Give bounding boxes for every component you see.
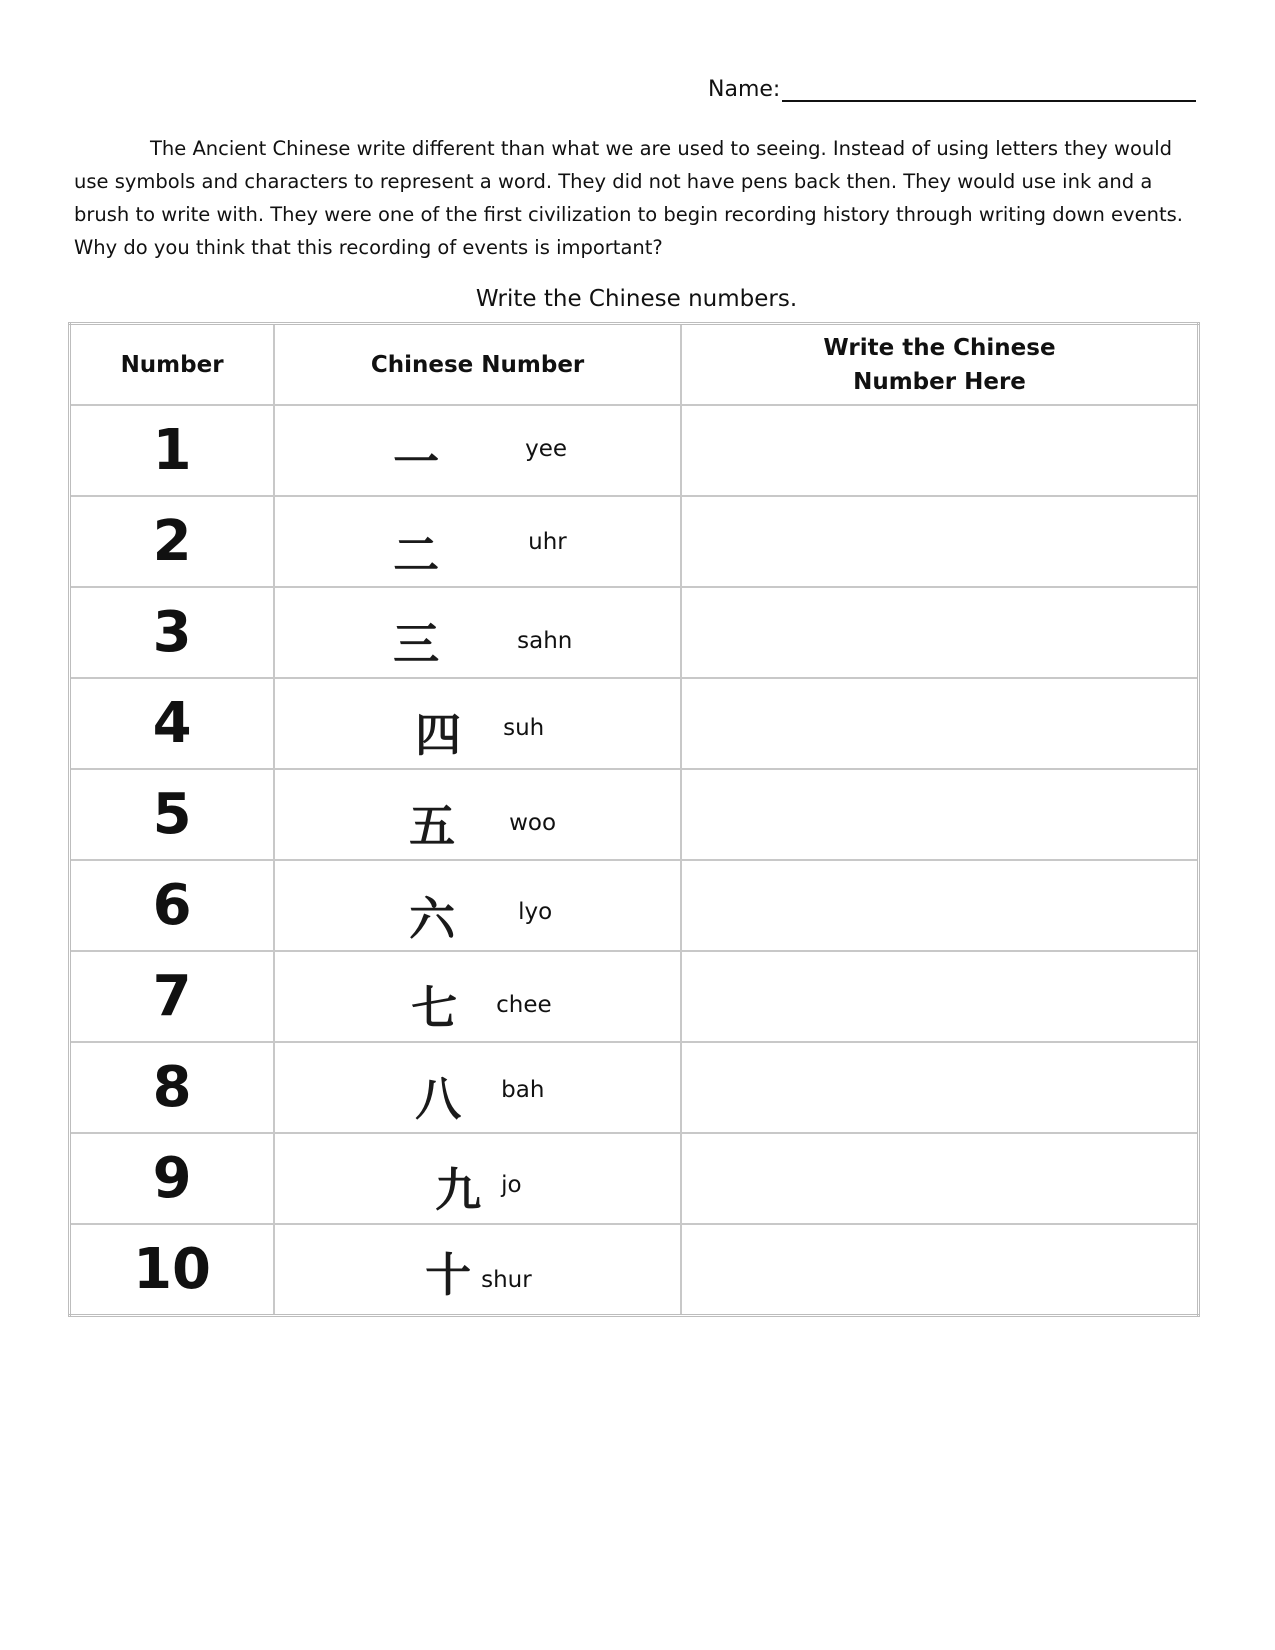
table-row — [70, 587, 1199, 678]
row-number: 7 — [70, 951, 275, 1042]
row-number: 3 — [70, 587, 275, 678]
header-write-line1: Write the Chinese — [823, 334, 1056, 361]
instruction-text: Write the Chinese numbers. — [475, 286, 798, 312]
table-row — [70, 496, 1199, 587]
pronunciation: woo — [509, 810, 557, 836]
table-row — [70, 1042, 1199, 1133]
chinese-number-cell — [274, 769, 681, 860]
header-chinese-number: Chinese Number — [274, 324, 681, 406]
table-header-row — [70, 324, 1199, 406]
write-answer-cell[interactable] — [681, 678, 1199, 769]
write-answer-cell[interactable] — [681, 951, 1199, 1042]
write-answer-cell[interactable] — [681, 496, 1199, 587]
chinese-number-cell — [274, 860, 681, 951]
write-answer-cell[interactable] — [681, 1042, 1199, 1133]
row-number: 9 — [70, 1133, 275, 1224]
chinese-character: 七 — [411, 981, 458, 1035]
header-write-line2: Number Here — [853, 368, 1026, 395]
row-number: 8 — [70, 1042, 275, 1133]
chinese-character: 十 — [425, 1248, 472, 1302]
chinese-number-cell — [274, 1133, 681, 1224]
chinese-number-cell — [274, 1042, 681, 1133]
table-row — [70, 405, 1199, 496]
pronunciation: sahn — [517, 628, 573, 654]
table-row — [70, 860, 1199, 951]
table-row — [70, 1224, 1199, 1316]
pronunciation: bah — [501, 1077, 545, 1103]
chinese-number-cell — [274, 496, 681, 587]
chinese-number-cell — [274, 951, 681, 1042]
table-row — [70, 769, 1199, 860]
write-answer-cell[interactable] — [681, 1224, 1199, 1316]
chinese-character: 六 — [409, 892, 456, 946]
row-number: 2 — [70, 496, 275, 587]
name-blank-line[interactable] — [782, 74, 1196, 102]
pronunciation: uhr — [528, 529, 567, 555]
pronunciation: shur — [481, 1267, 532, 1293]
write-answer-cell[interactable] — [681, 405, 1199, 496]
row-number: 10 — [70, 1224, 275, 1316]
intro-paragraph — [74, 132, 1194, 264]
table-row — [70, 951, 1199, 1042]
chinese-character: 九 — [435, 1163, 482, 1217]
row-number: 6 — [70, 860, 275, 951]
row-number: 1 — [70, 405, 275, 496]
chinese-character: 四 — [415, 708, 462, 762]
pronunciation: lyo — [518, 899, 553, 925]
pronunciation: yee — [525, 436, 568, 462]
chinese-numbers-table — [68, 322, 1200, 1317]
chinese-number-cell — [274, 587, 681, 678]
chinese-number-cell — [274, 678, 681, 769]
chinese-character: 三 — [393, 617, 440, 671]
chinese-number-cell — [274, 1224, 681, 1316]
chinese-character: 二 — [393, 528, 440, 582]
pronunciation: suh — [503, 715, 545, 741]
pronunciation: chee — [496, 992, 552, 1018]
name-field — [708, 74, 1196, 102]
table-row — [70, 678, 1199, 769]
write-answer-cell[interactable] — [681, 1133, 1199, 1224]
intro-text: The Ancient Chinese write different than what we are used to seeing. Instead of using letters they would use symbols and characters to represent a word. They did not have pens back then. They would use ink and a brush to write with. They were one of the first civilization to begin recording history through writing down events. Why do you think that this recording of events is important? — [74, 137, 1183, 259]
row-number: 4 — [70, 678, 275, 769]
row-number: 5 — [70, 769, 275, 860]
write-answer-cell[interactable] — [681, 860, 1199, 951]
chinese-character: 五 — [409, 799, 456, 853]
write-answer-cell[interactable] — [681, 587, 1199, 678]
table-row — [70, 1133, 1199, 1224]
write-answer-cell[interactable] — [681, 769, 1199, 860]
chinese-number-cell — [274, 405, 681, 496]
name-label: Name: — [708, 77, 781, 102]
instruction — [0, 286, 1275, 312]
header-number: Number — [70, 324, 275, 406]
pronunciation: jo — [501, 1172, 522, 1198]
header-write-here — [681, 324, 1199, 406]
chinese-character: 八 — [415, 1072, 462, 1126]
chinese-character: 一 — [393, 435, 440, 489]
